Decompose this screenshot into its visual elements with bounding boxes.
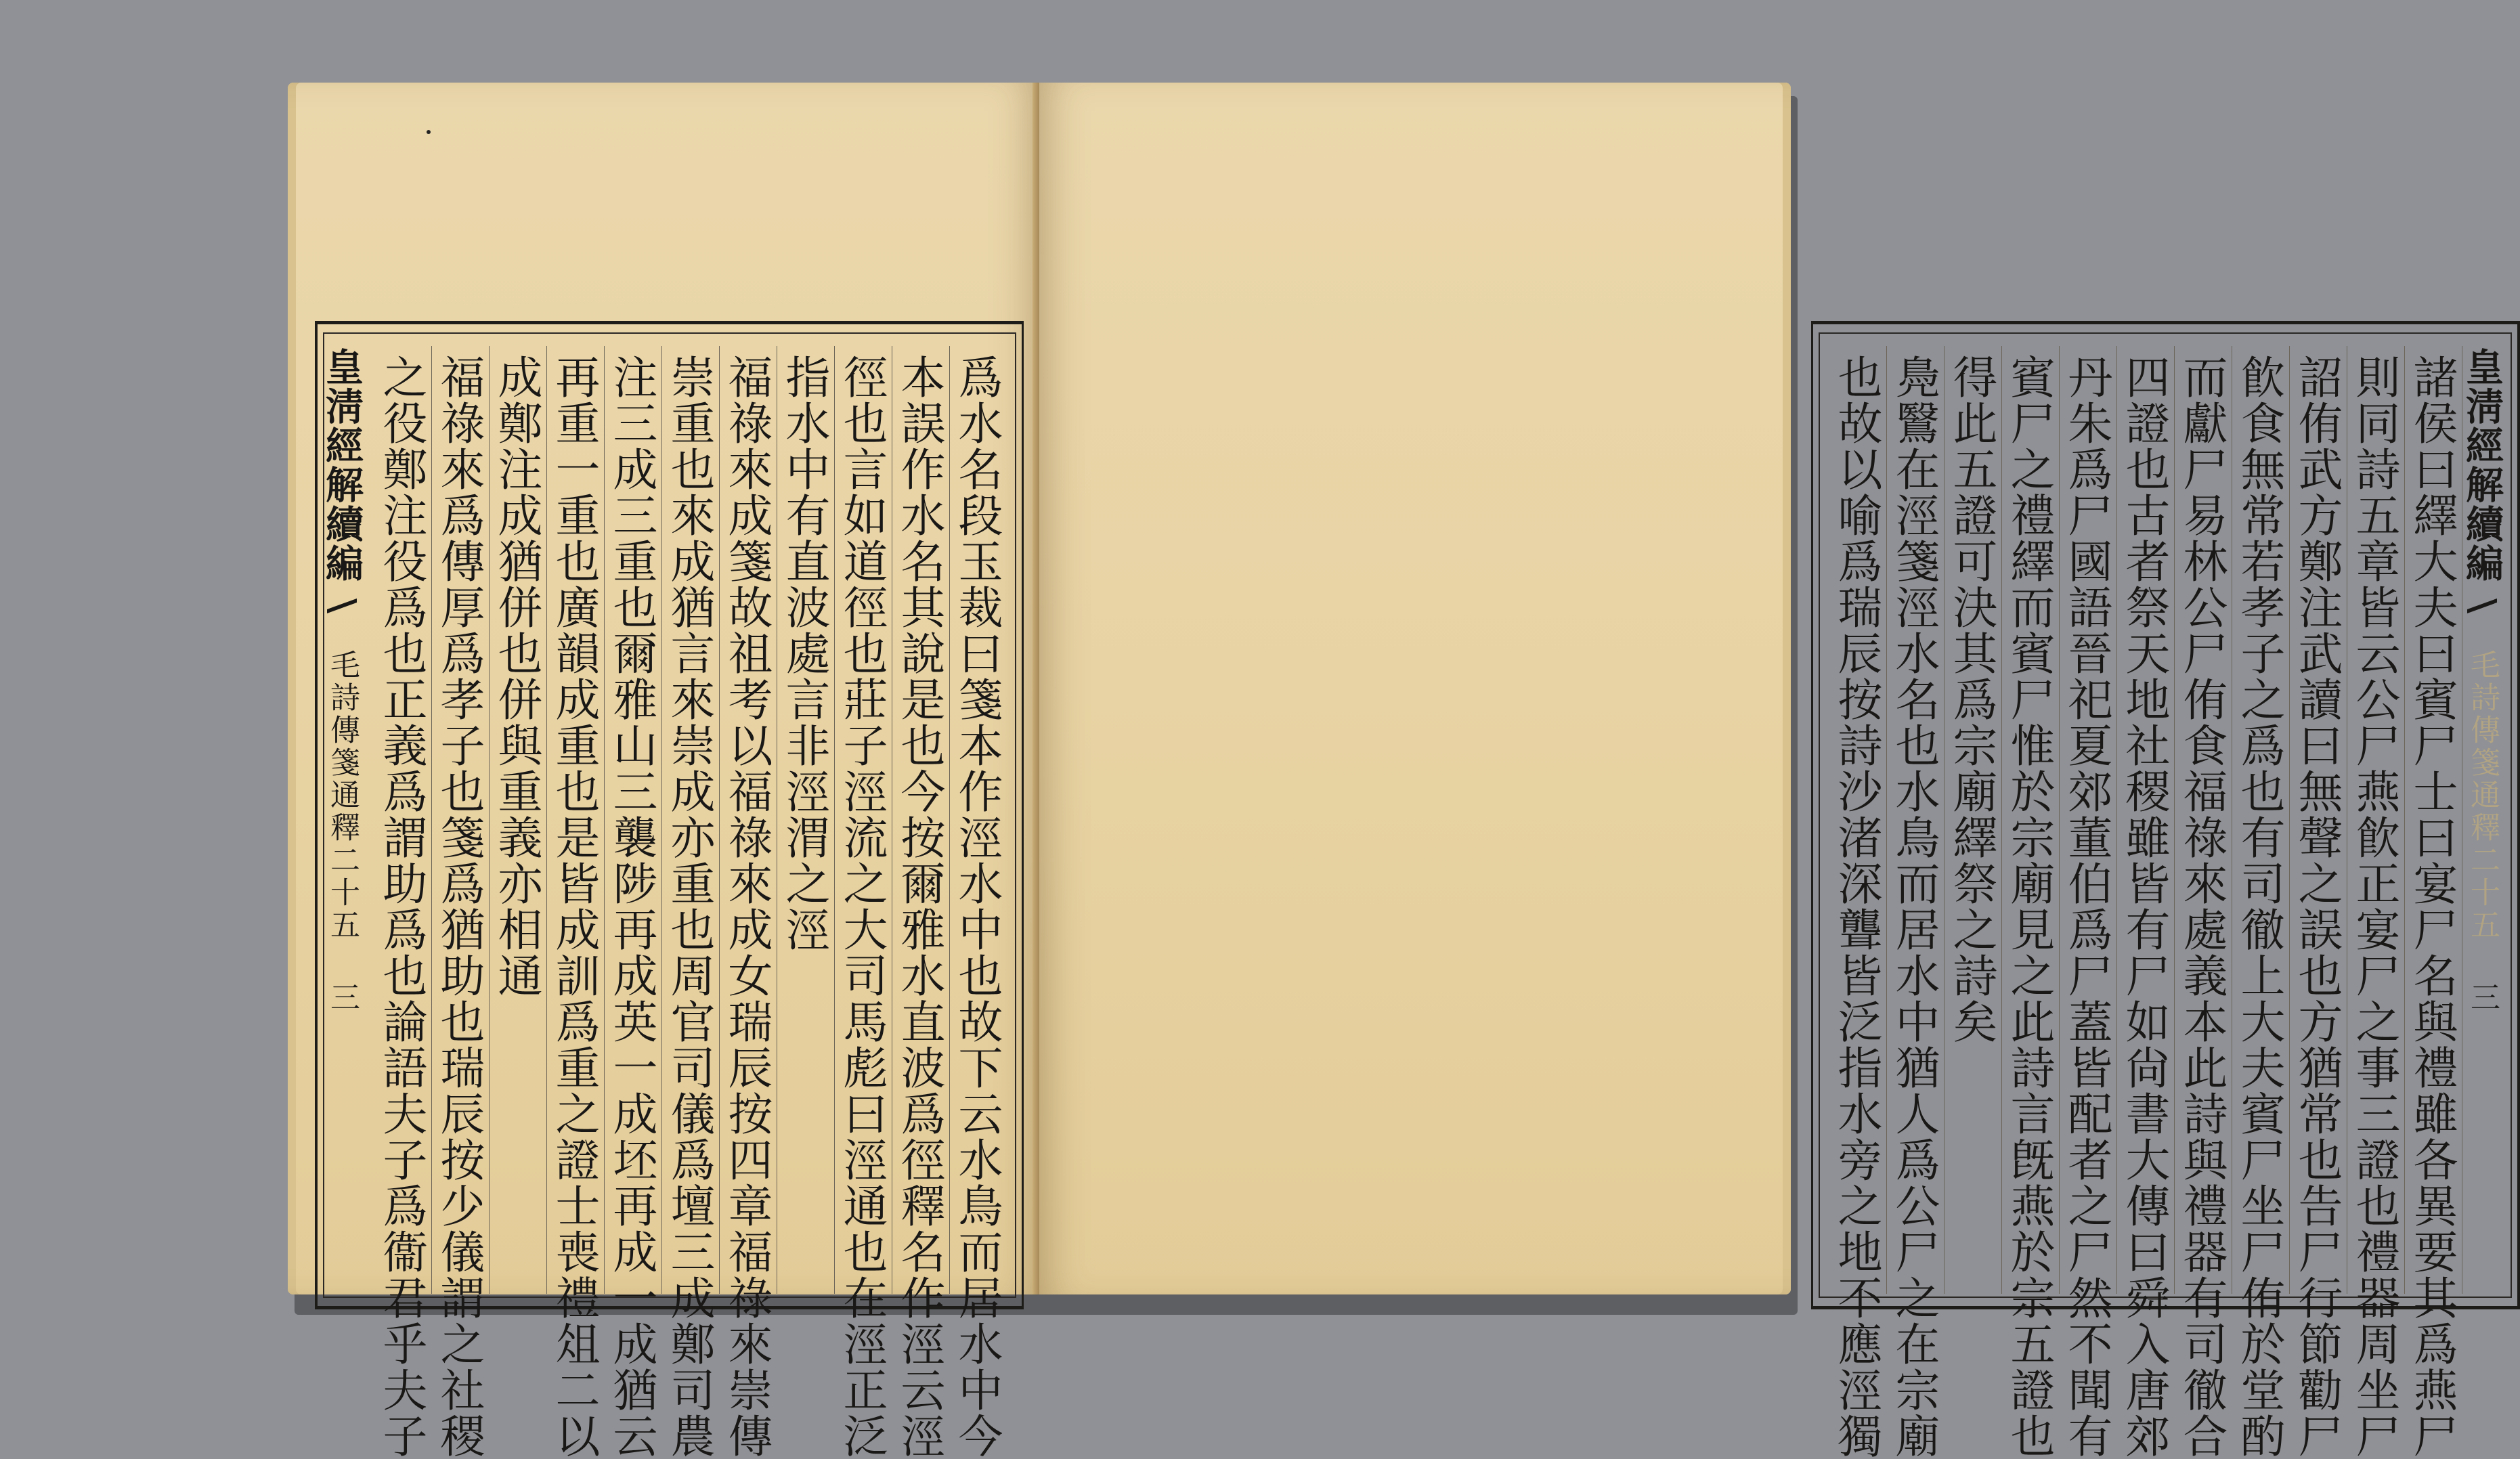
right-page-heart-column: [2460, 347, 2509, 1302]
text-column: 之役鄭注役爲也正義爲謂助爲也論語夫子爲衞君乎夫子: [375, 354, 427, 1459]
left-page-text-frame: [315, 321, 1024, 1459]
text-column: 本誤作水名其說是也今按爾雅水直波爲徑釋名作涇云涇: [893, 354, 945, 1459]
text-column: 賓尸之禮繹而賓尸惟於宗廟見之此詩言旣燕於宗五證也: [2003, 354, 2055, 1459]
heart-leaf-number: 三: [325, 982, 360, 1011]
text-column: 成鄭注成猶併也併與重義亦相通: [490, 354, 542, 999]
text-column: 則同詩五章皆云公尸燕飮正宴尸之事三證也禮器周坐尸: [2348, 354, 2400, 1459]
fish-tail-mark: [327, 598, 357, 634]
text-column: 丹朱爲尸國語晉祀夏郊董伯爲尸蓋皆配者之尸然不聞有: [2060, 354, 2112, 1459]
text-column: 爲水名段玉裁曰箋本作涇水中也故下云水鳥而居水中今: [951, 354, 1003, 1459]
column-rule: [2116, 346, 2117, 1294]
text-column: 飮食無常若孝子之爲也有司徹上大夫賓尸坐尸侑於堂酌: [2233, 354, 2285, 1459]
column-rule: [719, 346, 720, 1294]
text-column: 鳧鷖在涇箋涇水名也水鳥而居水中猶人爲公尸之在宗廟: [1888, 354, 1940, 1459]
right-page[interactable]: [1039, 83, 2504, 1459]
heart-section-title: 毛詩傳箋通釋二十五: [2465, 649, 2500, 942]
text-column: 而獻尸易林公尸侑食福祿來處義本此詩與禮器有司徹合: [2175, 354, 2228, 1459]
column-rule: [2059, 346, 2060, 1294]
right-page-text-frame: [1811, 321, 2520, 1459]
heart-book-title: 皇淸經解續編: [320, 347, 364, 583]
column-rule: [2174, 346, 2175, 1294]
column-rule: [2404, 346, 2405, 1294]
ink-speck: [427, 130, 431, 134]
text-column: 諸侯曰繹大夫曰賓尸士曰宴尸名與禮雖各異要其爲燕尸: [2406, 354, 2458, 1459]
text-column: 福祿來爲傳厚爲孝子也箋爲猶助也瑞辰按少儀謂之社稷: [433, 354, 485, 1459]
text-column: 再重一重也廣韻成重也是皆成訓爲重之證士喪禮俎二以: [548, 354, 600, 1459]
text-column: 四證也古者祭天地社稷雖皆有尸如尙書大傳曰舜入唐郊: [2118, 354, 2170, 1459]
column-rule: [661, 346, 662, 1294]
column-rule: [949, 346, 950, 1294]
fish-tail-mark: [2467, 598, 2497, 634]
column-rule: [431, 346, 432, 1294]
text-column: 詔侑武方鄭注武讀曰無聲之誤也方猶常也告尸行節勸尸: [2290, 354, 2343, 1459]
column-rule: [1886, 346, 1887, 1294]
column-rule: [2289, 346, 2290, 1294]
column-rule: [546, 346, 547, 1294]
right-page-inner-border: [1819, 332, 2512, 1459]
left-page-inner-border: [320, 332, 1016, 1459]
text-column: 得此五證可決其爲宗廟繹祭之詩矣: [1945, 354, 1997, 1045]
column-rule: [489, 346, 490, 1294]
heart-book-title: 皇淸經解續編: [2460, 347, 2504, 583]
column-rule: [2001, 346, 2002, 1294]
text-column: 福祿來成箋故祖考以福祿來成女瑞辰按四章福祿來崇傳: [720, 354, 773, 1459]
heart-leaf-number: 三: [2465, 982, 2500, 1011]
text-column: 注三成三重也爾雅山三襲陟再成英一成坯再成一成猶云: [605, 354, 657, 1459]
text-column: 指水中有直波處言非涇渭之涇: [778, 354, 830, 953]
text-column: 崇重也來成猶言來崇成亦重也周官司儀爲壇三成鄭司農: [663, 354, 715, 1459]
left-page-heart-column: [320, 347, 369, 1302]
text-column: 徑也言如道徑也莊子涇流之大司馬彪曰涇通也在涇正泛: [835, 354, 888, 1459]
column-rule: [834, 346, 835, 1294]
left-page[interactable]: [288, 83, 1039, 1459]
open-book: [288, 83, 2504, 1459]
text-column: 也故以喻爲瑞辰按詩沙渚深聾皆泛指水旁之地不應涇獨: [1830, 354, 1882, 1459]
heart-section-title: 毛詩傳箋通釋二十五: [325, 649, 360, 942]
column-rule: [604, 346, 605, 1294]
column-rule: [1944, 346, 1945, 1294]
